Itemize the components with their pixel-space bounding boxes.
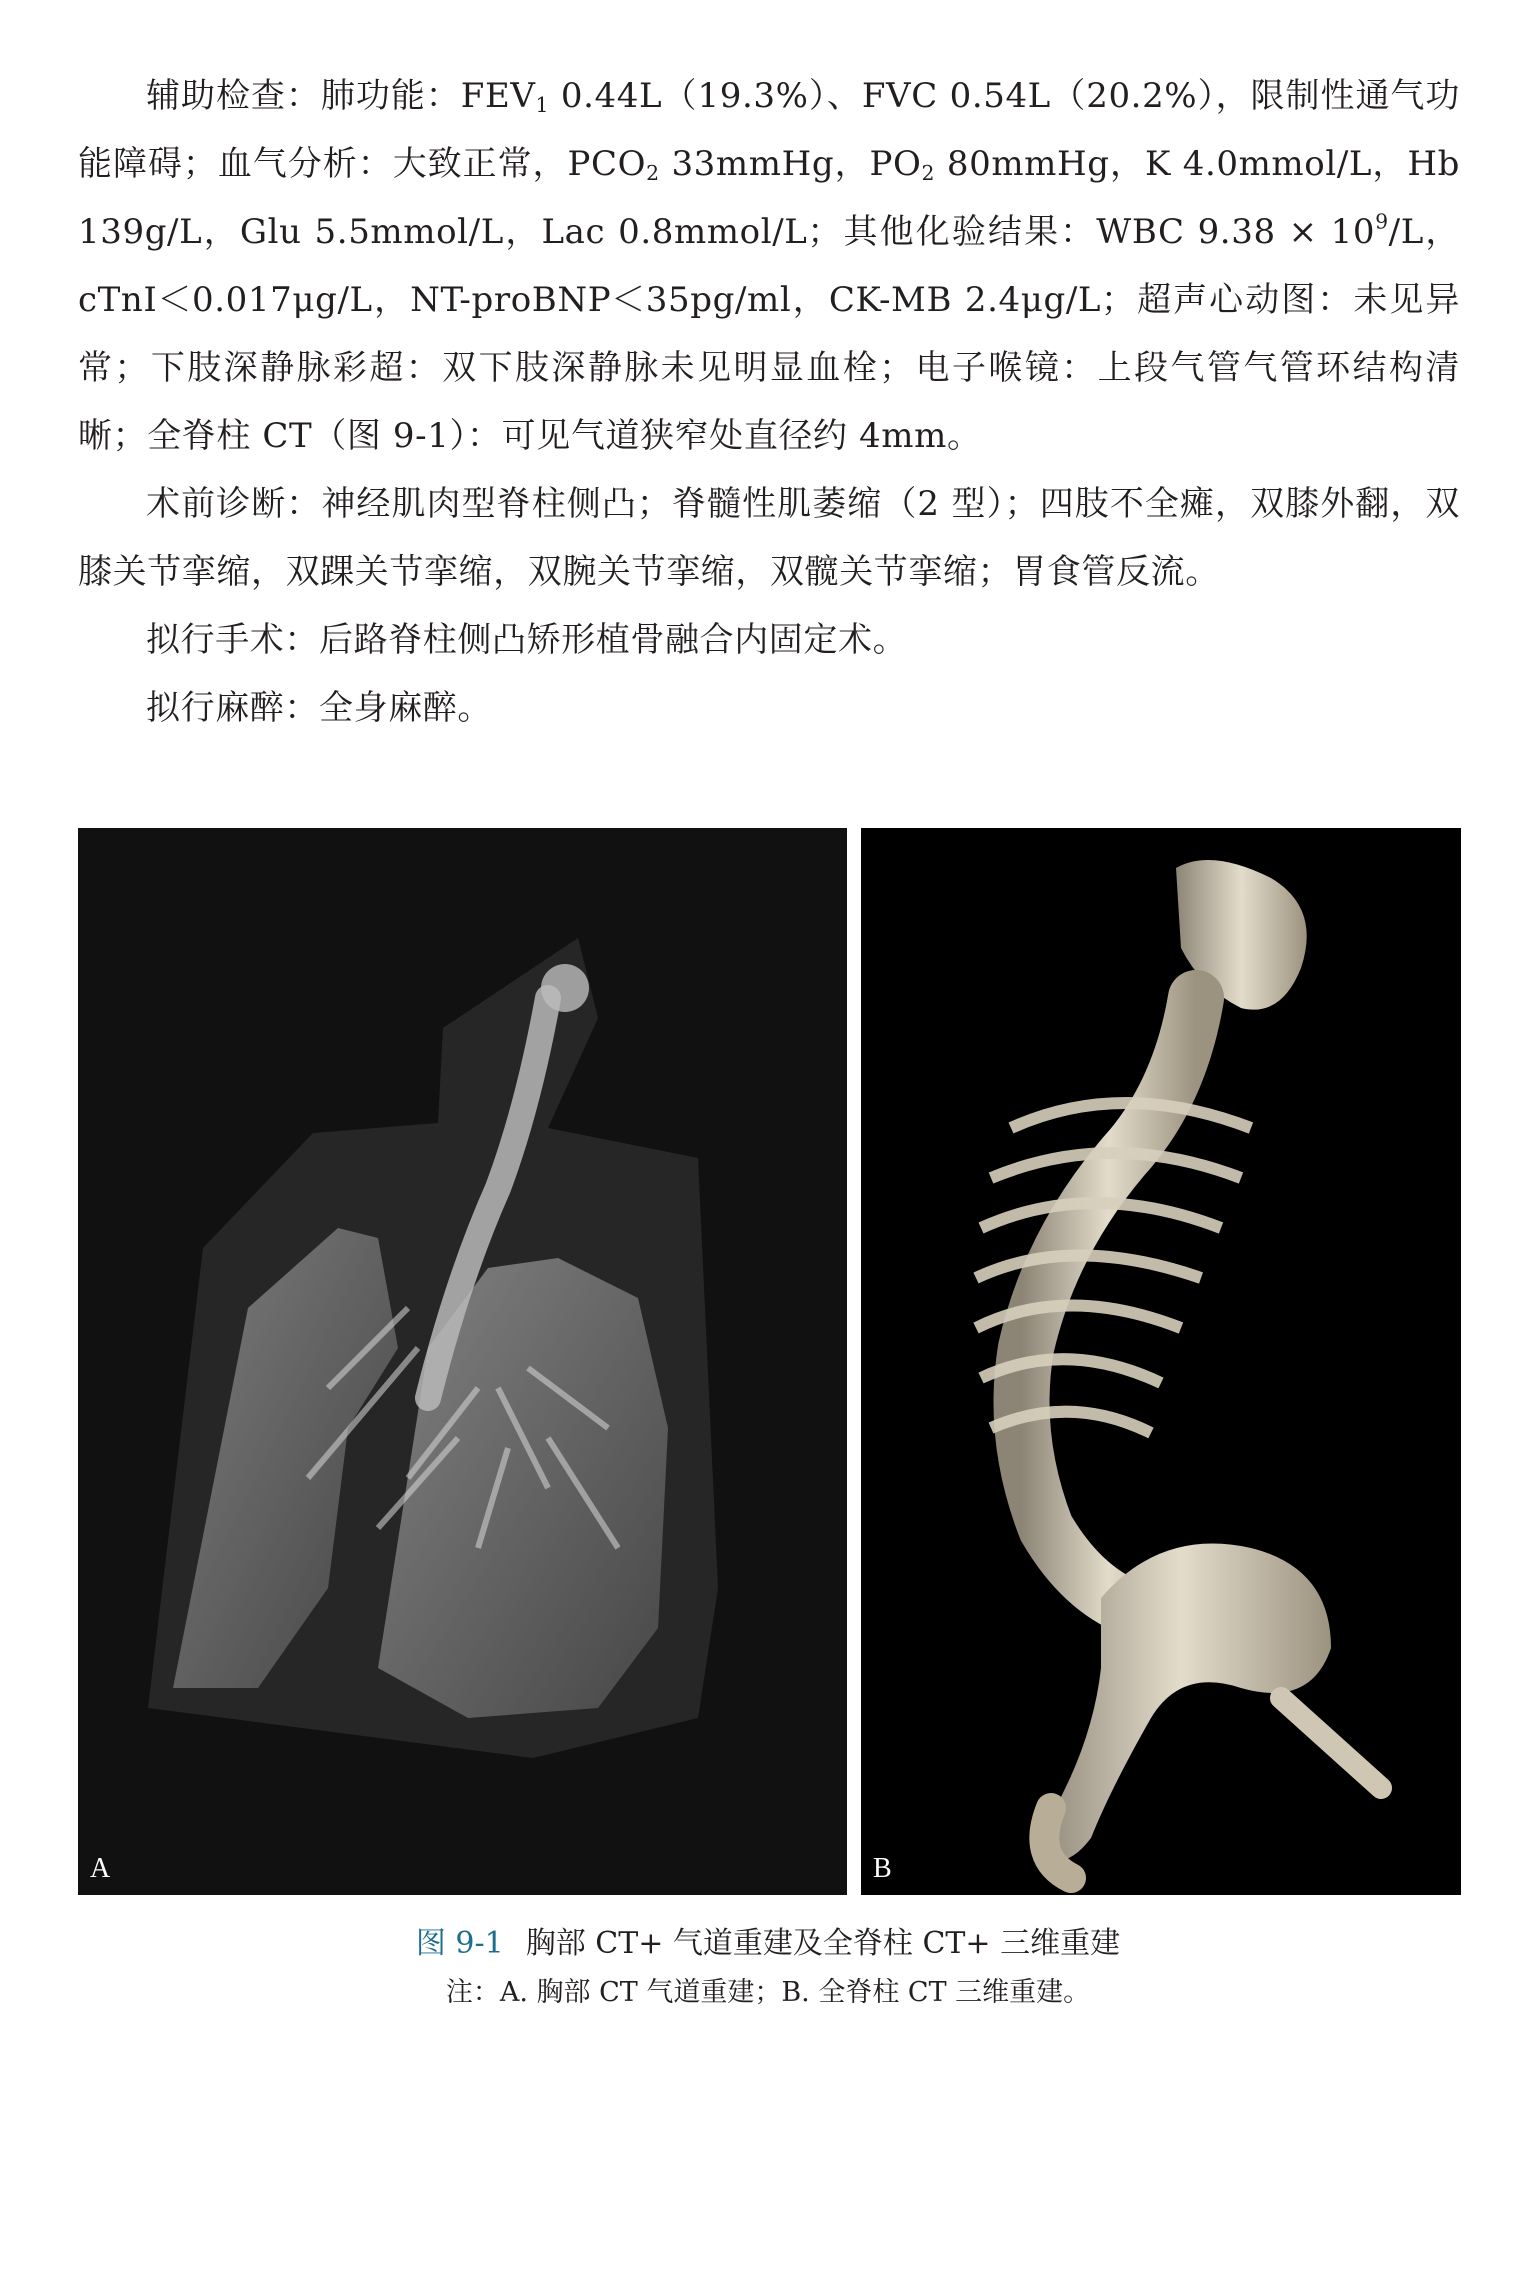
body-text	[78, 62, 1460, 742]
pft-values: 0.44L（19.3%）、FVC 0.54L（20.2%），限制性通气功能障碍；	[78, 76, 1460, 184]
figure-note: 注：A. 胸部 CT 气道重建；B. 全脊柱 CT 三维重建。	[445, 1977, 1091, 2008]
paragraph-surgery: 拟行手术：后路脊柱侧凸矫形植骨融合内固定术。	[146, 620, 908, 660]
po2-subscript: 2	[921, 161, 936, 186]
figure-caption	[0, 1918, 1536, 1962]
lab-label: 其他化验结果：WBC 9.38 × 10	[842, 212, 1376, 252]
figure-number: 图 9-1	[415, 1926, 504, 1961]
lab-values: /L，cTnI＜0.017μg/L，NT-proBNP＜35pg/ml，CK-MB 2.4μg/L；超声心动图：未见异常；下肢深静脉彩超：双下肢深静脉未见明显血栓；电子喉镜：上段气管气管环结构清晰；全脊柱 CT（图 9-1）：可见气道狭窄处直径约 4mm。	[78, 212, 1460, 456]
panel-b-letter: B	[873, 1853, 892, 1884]
panel-a-letter: A	[90, 1853, 111, 1884]
paragraph-auxiliary-exam	[78, 62, 1460, 470]
bga-values: 80mmHg，K 4.0mmol/L，Hb 139g/L，Glu 5.5mmol/L，Lac 0.8mmol/L；	[78, 144, 1460, 252]
wbc-exponent: 9	[1375, 209, 1389, 234]
spine-3d-reconstruction-image	[861, 828, 1461, 1895]
paragraph-anesthesia: 拟行麻醉：全身麻醉。	[146, 688, 492, 728]
airway-reconstruction-image	[78, 828, 847, 1895]
figure-panel-b-spine-ct	[861, 828, 1461, 1895]
bga-label: 血气分析：大致正常，PCO	[217, 144, 647, 184]
bga-mid: 33mmHg，PO	[659, 144, 922, 184]
pco2-subscript: 2	[646, 161, 660, 186]
figure-title: 胸部 CT+ 气道重建及全脊柱 CT+ 三维重建	[525, 1926, 1121, 1961]
paragraph-diagnosis: 术前诊断：神经肌肉型脊柱侧凸；脊髓性肌萎缩（2 型）；四肢不全瘫，双膝外翻，双膝关节挛缩，双踝关节挛缩，双腕关节挛缩，双髋关节挛缩；胃食管反流。	[78, 484, 1460, 592]
exam-label: 辅助检查：	[146, 76, 321, 116]
fev-subscript: 1	[535, 93, 550, 118]
pft-label: 肺功能：FEV	[320, 76, 536, 116]
figure-panel-a-airway-ct	[78, 828, 847, 1895]
